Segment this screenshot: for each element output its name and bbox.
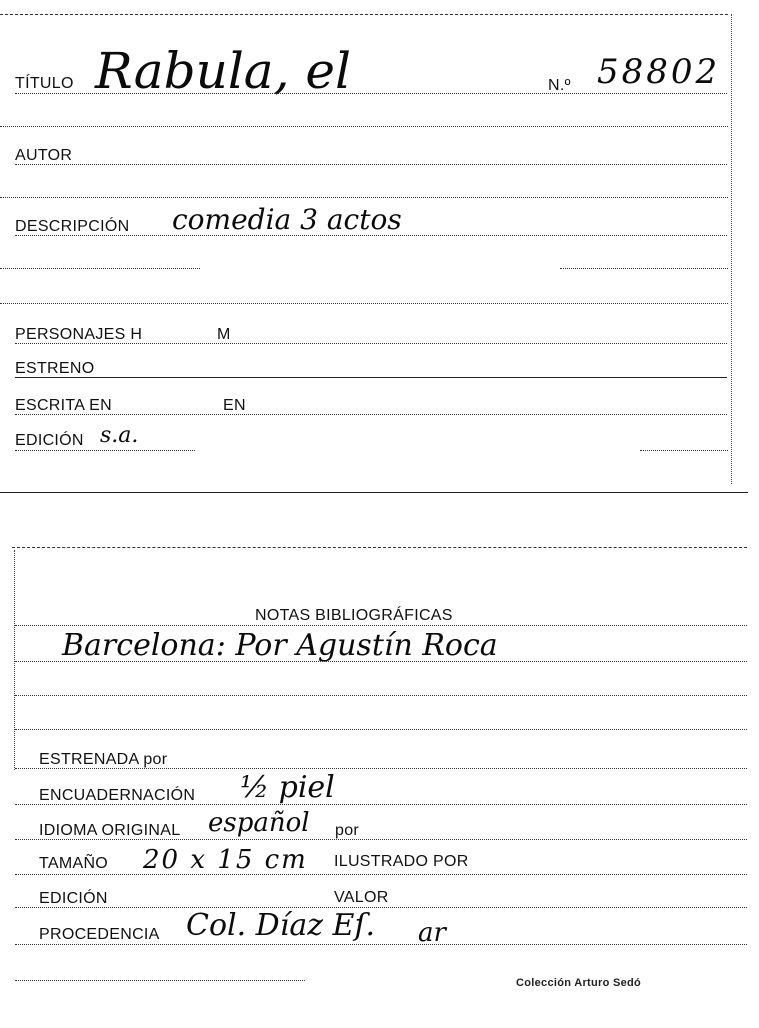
numero-label: N.º [548, 77, 571, 94]
notas-label: NOTAS BIBLIOGRÁFICAS [255, 607, 453, 624]
estrenada-label: ESTRENADA por [39, 751, 168, 768]
personajes-label: PERSONAJES H [15, 326, 143, 343]
descripcion-value: comedia 3 actos [172, 203, 402, 236]
por-label: por [335, 822, 360, 839]
edicion-label: EDICIÓN [15, 432, 84, 449]
escrita-en-label: EN [223, 397, 246, 414]
procedencia-value: Col. Díaz Eſ. [186, 908, 376, 943]
coleccion-label: Colección Arturo Sedó [516, 977, 642, 989]
encuadernacion-value: ½ piel [240, 770, 335, 805]
idioma-label: IDIOMA ORIGINAL [39, 822, 181, 839]
ilustrado-label: ILUSTRADO POR [334, 853, 469, 870]
numero-value: 58802 [597, 52, 721, 92]
tamano-line [15, 874, 747, 875]
estreno-label: ESTRENO [15, 360, 95, 377]
encuadernacion-line [15, 804, 747, 805]
notas-line [15, 625, 747, 626]
edicion2-label: EDICIÓN [39, 890, 108, 907]
personajes-m-label: M [217, 326, 231, 343]
rule [15, 980, 305, 981]
idioma-line [15, 839, 747, 840]
descripcion-label: DESCRIPCIÓN [15, 218, 130, 235]
rule [15, 729, 747, 730]
rule [15, 661, 747, 662]
procedencia-line [15, 944, 747, 945]
escrita-label: ESCRITA EN [15, 397, 112, 414]
bottom-card-left-edge [14, 550, 15, 770]
procedencia-label: PROCEDENCIA [39, 926, 160, 943]
titulo-value: Rabula, el [95, 42, 351, 100]
titulo-label: TÍTULO [15, 75, 74, 92]
encuadernacion-label: ENCUADERNACIÓN [39, 787, 196, 804]
rule [15, 695, 747, 696]
edicion2-line [15, 907, 747, 908]
tamano-value: 20 x 15 cm [143, 845, 308, 875]
autor-label: AUTOR [15, 147, 73, 164]
bottom-card-border [12, 547, 747, 548]
valor-label: VALOR [334, 889, 389, 906]
notas-value: Barcelona: Por Agustín Roca [62, 628, 498, 663]
estrenada-line [15, 768, 747, 769]
tamano-label: TAMAÑO [39, 855, 109, 872]
procedencia-extra: ar [418, 918, 446, 948]
idioma-value: español [208, 808, 310, 838]
edicion-value: s.a. [100, 423, 139, 448]
